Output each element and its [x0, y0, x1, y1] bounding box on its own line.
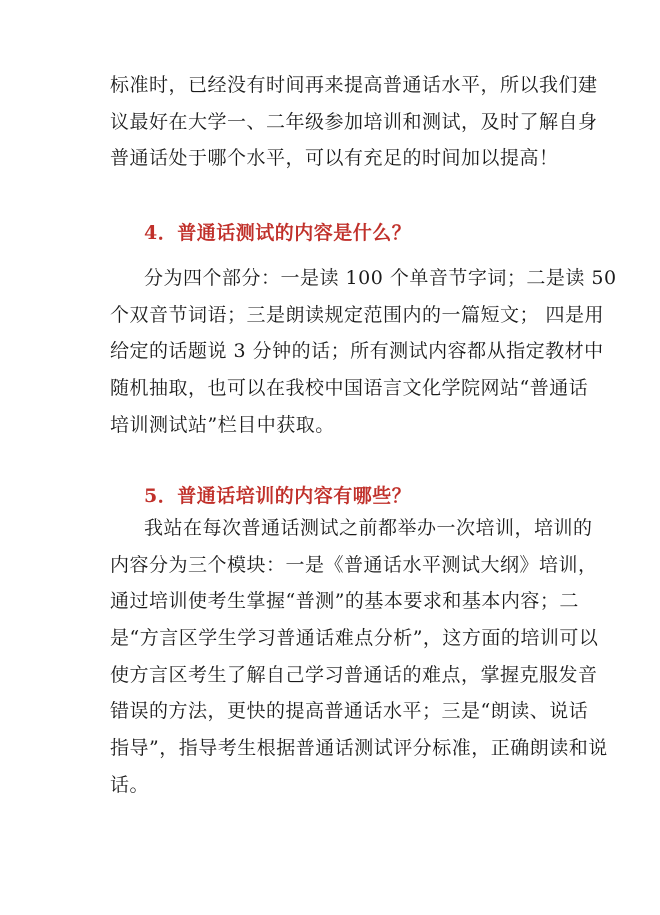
section-4-paragraph [110, 260, 617, 443]
section-5-line-5: 使方言区考生了解自己学习普通话的难点，掌握克服发音 [110, 663, 598, 686]
section-5-line-6: 错误的方法，更快的提高普通话水平；三是“朗读、说话 [110, 700, 589, 723]
section-4-line-4: 随机抽取，也可以在我校中国语言文化学院网站“普通话 [110, 377, 589, 400]
intro-line-2: 议最好在大学一、二年级参加培训和测试，及时了解自身 [110, 110, 598, 133]
section-5-paragraph [110, 510, 608, 804]
section-5-line-8: 话。 [110, 773, 150, 796]
section-4-line-2: 个双音节词语；三是朗读规定范围内的一篇短文； 四是用 [110, 303, 605, 326]
section-5-line-7: 指导”，指导考生根据普通话测试评分标准，正确朗读和说 [110, 737, 608, 760]
section-4-line-5: 培训测试站”栏目中获取。 [110, 413, 335, 436]
section-5-line-3: 通过培训使考生掌握“普测”的基本要求和基本内容；二 [110, 590, 579, 613]
section-4-line-1: 分为四个部分：一是读 100 个单音节字词；二是读 50 [144, 267, 617, 289]
intro-line-3: 普通话处于哪个水平，可以有充足的时间加以提高！ [110, 147, 559, 170]
section-5-heading: 5．普通话培训的内容有哪些？ [144, 485, 412, 507]
intro-line-1: 标准时，已经没有时间再来提高普通话水平，所以我们建 [110, 74, 598, 96]
section-5-line-4: 是“方言区学生学习普通话难点分析”，这方面的培训可以 [110, 627, 599, 650]
intro-paragraph [110, 67, 598, 177]
section-5-line-2: 内容分为三个模块：一是《普通话水平测试大纲》培训， [110, 553, 598, 576]
section-4-line-3: 给定的话题说 3 分钟的话；所有测试内容都从指定教材中 [110, 340, 604, 363]
section-4-heading: 4．普通话测试的内容是什么？ [144, 222, 412, 244]
section-5-line-1: 我站在每次普通话测试之前都举办一次培训，培训的 [144, 517, 593, 539]
